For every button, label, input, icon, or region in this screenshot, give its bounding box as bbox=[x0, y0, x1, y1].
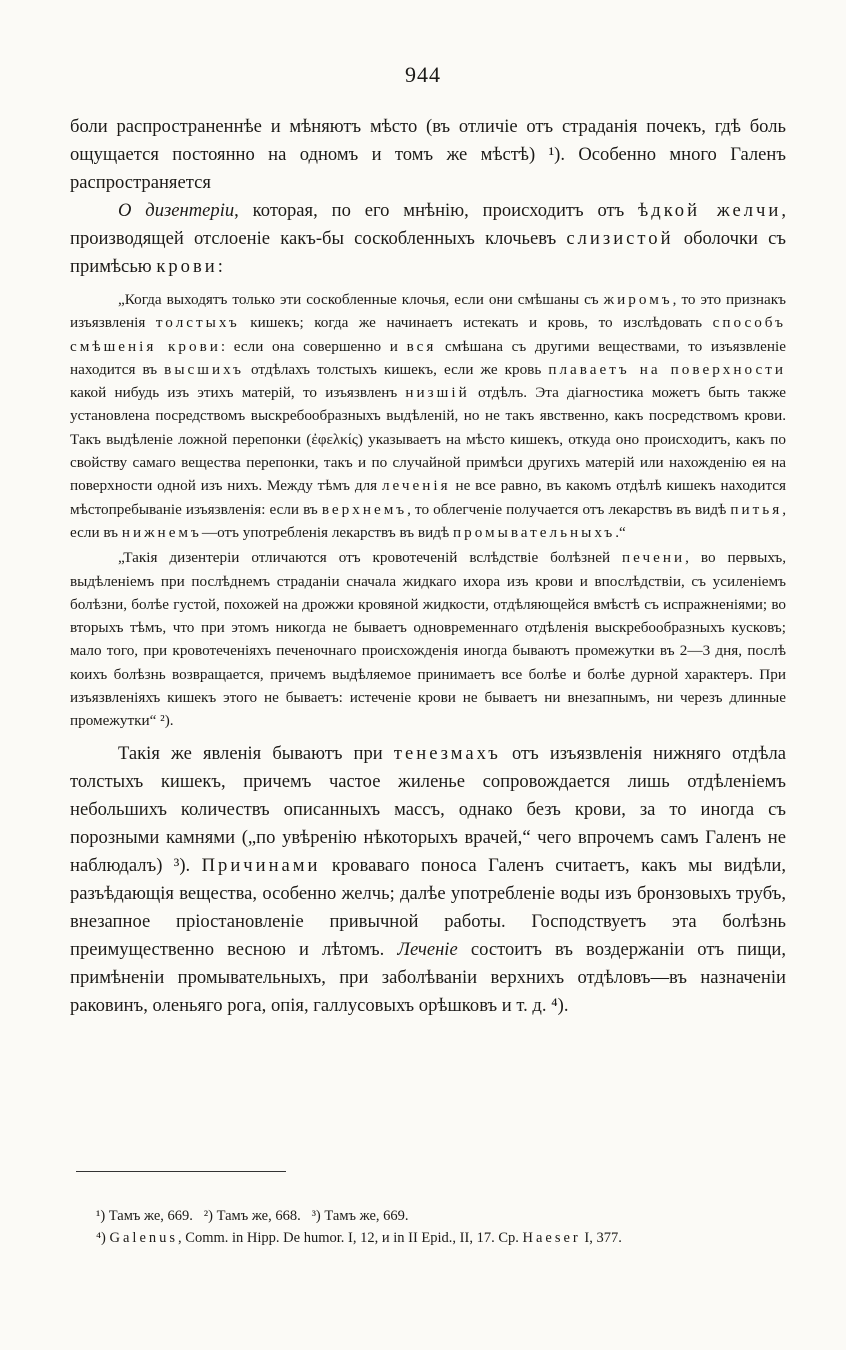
paragraph-continuation: боли распространеннѣе и мѣняютъ мѣсто (въ отличіе отъ страданія почекъ, гдѣ боль ощущается постоянно на одномъ и томъ же мѣстѣ) ¹). Особенно много Галенъ распространяется bbox=[70, 116, 786, 193]
quote-block-2: „Такія дизентеріи отличаются отъ кровотеченій вслѣдствіе болѣзней печени, во первыхъ, выдѣленіемъ при послѣднемъ страданіи сначала жидкаго ихора изъ крови и впослѣдствіи, съ усиленіемъ болѣзни, болѣе густой, похожей на дрожжи кровяной жидкости, отдѣляющейся вмѣстѣ съ испражненіями; во вторыхъ тѣмъ, что при этомъ никогда не бываетъ одновременнаго отдѣленія выскребообразныхъ кусковъ; мало того, при кровотеченіяхъ печеночнаго происхожденія иногда бываютъ промежутки въ 2—3 дня, послѣ коихъ болѣзнь возвращается, причемъ выдѣляемое принимаетъ все болѣе и болѣе дурной характеръ. При изъязвленіяхъ кишекъ этого не бываетъ: истеченіе крови не бываетъ ни внезапнымъ, ни черезъ длинные промежутки“ ²). bbox=[70, 549, 786, 730]
term-dysentery: О дизентеріи bbox=[118, 200, 235, 221]
footnotes bbox=[96, 1205, 788, 1249]
footnote-divider bbox=[76, 1171, 286, 1172]
paragraph-dysentery: О дизентеріи, которая, по его мнѣнію, происходитъ отъ ѣдкой желчи, производящей отслоеніе какъ-бы соскобленныхъ клочьевъ слизистой оболочки съ примѣсью крови: bbox=[70, 200, 787, 277]
quote-block-1: „Когда выходятъ только эти соскобленные клочья, если они смѣшаны съ жиромъ, то это признакъ изъязвленія толстыхъ кишекъ; когда же начинаетъ истекать и кровь, то изслѣдовать способъ смѣшенія крови: если она совершенно и вся смѣшана съ другими веществами, то изъязвленіе находится въ высшихъ отдѣлахъ толстыхъ кишекъ, если же кровь плаваетъ на поверхности какой нибудь изъ этихъ матерій, то изъязвленъ низшій отдѣлъ. Эта діагностика можетъ быть также установлена посредствомъ выскребообразныхъ выдѣленій, но не такъ явственно, какъ посредствомъ крови. Такъ выдѣленіе ложной перепонки (ἐφελκίς) указываетъ на мѣсто кишекъ, откуда оно происходитъ, какъ по свойству самаго вещества перепонки, такъ и по случайной примѣси другихъ матерій или нахожденію ея на поверхности одной изъ нихъ. Между тѣмъ для леченія не все равно, въ какомъ отдѣлѣ кишекъ находится мѣстопребываніе изъязвленія: если въ верхнемъ, то облегченіе получается отъ лекарствъ въ видѣ питья, если въ нижнемъ—отъ употребленія лекарствъ въ видѣ промывательныхъ.“ bbox=[70, 291, 786, 541]
page-number: 944 bbox=[405, 62, 441, 87]
paragraph-tenesmus: Такія же явленія бываютъ при тенезмахъ отъ изъязвленія нижняго отдѣла толстыхъ кишекъ, причемъ частое жиленье сопровождается лишь отдѣленіемъ небольшихъ количествъ описанныхъ массъ, однако безъ крови, за то иногда съ порозными камнями („по увѣренію нѣкоторыхъ врачей,“ чего впрочемъ самъ Галенъ не наблюдалъ) ³). Причинами кроваваго поноса Галенъ считаетъ, какъ мы видѣли, разъѣдающія вещества, особенно желчь; далѣе употребленіе воды изъ бронзовыхъ трубъ, внезапное пріостановленіе привычной работы. Господствуетъ эта болѣзнь преимущественно весною и лѣтомъ. Леченіе состоитъ въ воздержаніи отъ пищи, примѣненіи промывательныхъ, при заболѣваніи верхнихъ отдѣловъ—въ назначеніи раковинъ, оленьяго рога, опія, галлусовыхъ орѣшковъ и т. д. ⁴). bbox=[70, 742, 786, 1016]
page-body bbox=[70, 113, 786, 1020]
footnote-line-2: ⁴) Galenus, Comm. in Hipp. De humor. I, 12, и in II Epid., II, 17. Ср. Haeser I, 377. bbox=[96, 1230, 622, 1246]
footnote-line-1: ¹) Тамъ же, 669. ²) Тамъ же, 668. ³) Тамъ же, 669. bbox=[96, 1208, 409, 1224]
